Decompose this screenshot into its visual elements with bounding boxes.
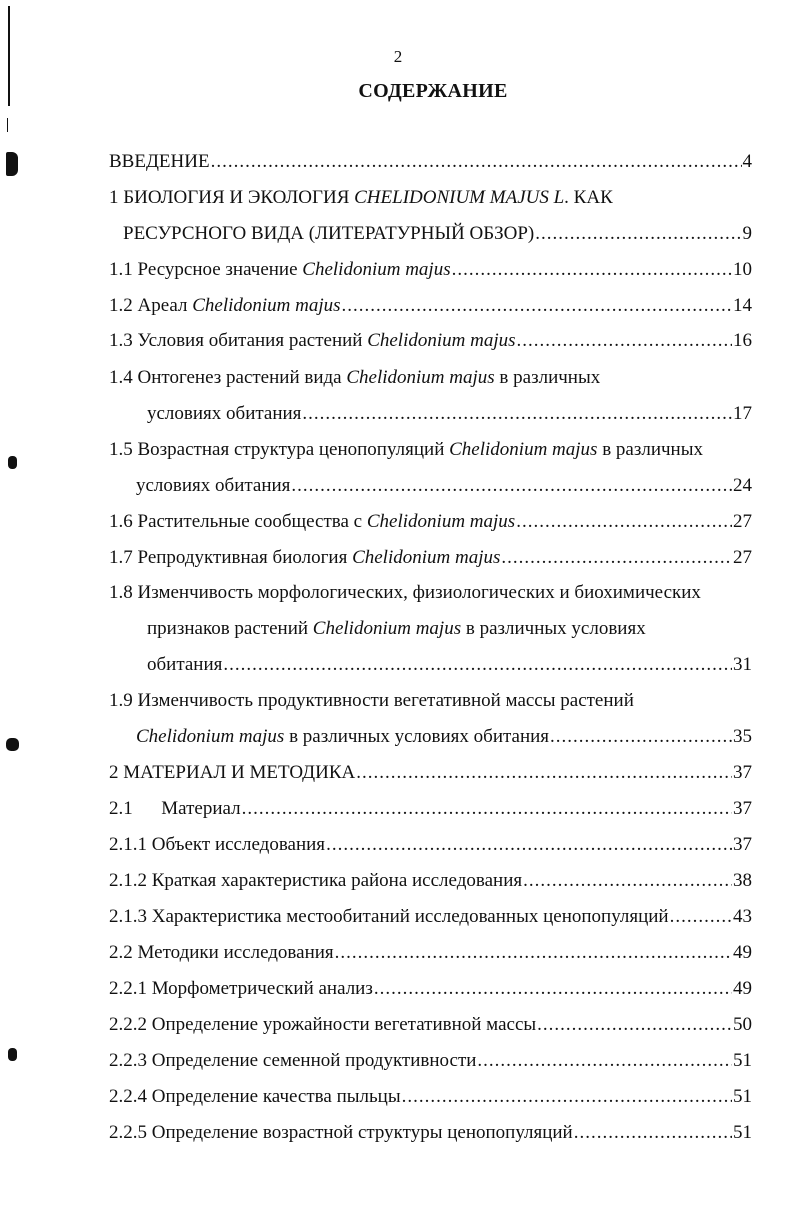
dot-leader: [211, 149, 742, 175]
toc-page-number: 51: [733, 1086, 752, 1107]
dot-leader: [523, 868, 732, 894]
toc-page-number: 51: [733, 1122, 752, 1143]
scan-binding-mark: [8, 456, 17, 469]
toc-entry[interactable]: [109, 796, 752, 822]
page-title: СОДЕРЖАНИЕ: [358, 80, 508, 102]
toc-entry[interactable]: [136, 473, 752, 499]
toc-entry[interactable]: [109, 509, 752, 535]
toc-page-number: 37: [733, 798, 752, 819]
toc-entry[interactable]: [136, 724, 752, 750]
toc-entry[interactable]: [109, 940, 752, 966]
scan-binding-mark: [6, 152, 18, 176]
toc-entry-title: 1.7 Репродуктивная биология Chelidonium majus: [109, 547, 501, 568]
dot-leader: [535, 221, 741, 247]
toc-entry[interactable]: [109, 149, 752, 175]
toc-entry-title: 1.2 Ареал Chelidonium majus: [109, 295, 341, 316]
page-number: 2: [393, 47, 403, 66]
toc-entry-title: ВВЕДЕНИЕ: [109, 151, 210, 172]
toc-entry-title: обитания: [147, 654, 223, 675]
toc-entry-title: 2.2 Методики исследования: [109, 942, 334, 963]
toc-entry-title: 1.6 Растительные сообщества с Chelidonium majus: [109, 511, 516, 532]
toc-entry-title: 1.1 Ресурсное значение Chelidonium majus: [109, 259, 451, 280]
toc-entry[interactable]: [123, 221, 752, 247]
toc-page-number: 49: [733, 978, 752, 999]
toc-page-number: 31: [733, 654, 752, 675]
toc-page-number: 38: [733, 870, 752, 891]
dot-leader: [477, 1048, 732, 1074]
dot-leader: [574, 1120, 732, 1146]
toc-page-number: 10: [733, 259, 752, 280]
toc-entry[interactable]: [109, 365, 600, 391]
toc-entry[interactable]: [109, 257, 752, 283]
scan-edge-line: [8, 6, 10, 106]
toc-entry-title: 1 БИОЛОГИЯ И ЭКОЛОГИЯ CHELIDONIUM MAJUS L. КАК: [109, 187, 613, 208]
toc-entry[interactable]: [109, 1012, 752, 1038]
toc-page-number: 9: [742, 223, 752, 244]
toc-entry-title: 2.1 Материал: [109, 798, 241, 819]
toc-entry-title: Chelidonium majus в различных условиях обитания: [136, 726, 550, 747]
dot-leader: [517, 328, 732, 354]
toc-page-number: 43: [733, 906, 752, 927]
toc-page-number: 35: [733, 726, 752, 747]
toc-entry-title: 2.2.1 Морфометрический анализ: [109, 978, 373, 999]
scan-binding-mark: [8, 1048, 17, 1061]
toc-entry[interactable]: [109, 1120, 752, 1146]
toc-entry-title: 2.1.1 Объект исследования: [109, 834, 326, 855]
toc-page-number: 50: [733, 1014, 752, 1035]
toc-entry[interactable]: [109, 868, 752, 894]
dot-leader: [550, 724, 732, 750]
toc-page-number: 37: [733, 762, 752, 783]
toc-page-number: 49: [733, 942, 752, 963]
toc-entry[interactable]: [109, 1084, 752, 1110]
toc-entry-title: 1.3 Условия обитания растений Chelidonium majus: [109, 330, 516, 351]
toc-entry-title: 1.5 Возрастная структура ценопопуляций Chelidonium majus в различных: [109, 439, 703, 460]
toc-entry-title: условиях обитания: [136, 475, 291, 496]
toc-entry-title: 2.2.4 Определение качества пыльцы: [109, 1086, 401, 1107]
toc-entry[interactable]: [109, 545, 752, 571]
toc-entry[interactable]: [109, 904, 752, 930]
toc-entry[interactable]: [109, 185, 613, 211]
toc-entry-title: 2.2.5 Определение возрастной структуры ценопопуляций: [109, 1122, 573, 1143]
toc-entry-title: 2.2.3 Определение семенной продуктивности: [109, 1050, 477, 1071]
dot-leader: [374, 976, 732, 1002]
toc-entry-title: 2 МАТЕРИАЛ И МЕТОДИКА: [109, 762, 356, 783]
toc-page-number: 24: [733, 475, 752, 496]
toc-page-number: 51: [733, 1050, 752, 1071]
toc-entry[interactable]: [147, 616, 646, 642]
toc-entry[interactable]: [109, 760, 752, 786]
toc-entry[interactable]: [147, 401, 752, 427]
toc-entry[interactable]: [109, 580, 701, 606]
toc-page-number: 27: [733, 511, 752, 532]
toc-entry[interactable]: [109, 293, 752, 319]
scan-binding-mark: [6, 738, 19, 751]
toc-page-number: 37: [733, 834, 752, 855]
toc-page-number: 14: [733, 295, 752, 316]
dot-leader: [342, 293, 732, 319]
toc-entry-title: 2.1.2 Краткая характеристика района исследования: [109, 870, 523, 891]
toc-entry[interactable]: [109, 832, 752, 858]
toc-entry-title: 1.8 Изменчивость морфологических, физиологических и биохимических: [109, 582, 701, 603]
dot-leader: [670, 904, 732, 930]
toc-entry[interactable]: [147, 652, 752, 678]
dot-leader: [335, 940, 732, 966]
toc-entry-title: 2.2.2 Определение урожайности вегетативной массы: [109, 1014, 537, 1035]
dot-leader: [291, 473, 732, 499]
toc-entry[interactable]: [109, 328, 752, 354]
dot-leader: [302, 401, 732, 427]
dot-leader: [452, 257, 732, 283]
toc-entry-title: 1.9 Изменчивость продуктивности вегетативной массы растений: [109, 690, 634, 711]
toc-entry-title: РЕСУРСНОГО ВИДА (ЛИТЕРАТУРНЫЙ ОБЗОР): [123, 223, 535, 244]
dot-leader: [223, 652, 732, 678]
dot-leader: [501, 545, 732, 571]
toc-entry[interactable]: [109, 1048, 752, 1074]
dot-leader: [402, 1084, 732, 1110]
toc-page-number: 16: [733, 330, 752, 351]
dot-leader: [356, 760, 732, 786]
toc-entry[interactable]: [109, 688, 634, 714]
toc-entry-title: признаков растений Chelidonium majus в различных условиях: [147, 618, 646, 639]
toc-entry[interactable]: [109, 437, 703, 463]
toc-page-number: 4: [742, 151, 752, 172]
dot-leader: [242, 796, 732, 822]
toc-entry-title: 2.1.3 Характеристика местообитаний исследованных ценопопуляций: [109, 906, 669, 927]
toc-entry-title: 1.4 Онтогенез растений вида Chelidonium majus в различных: [109, 367, 601, 388]
toc-entry[interactable]: [109, 976, 752, 1002]
dot-leader: [326, 832, 732, 858]
dot-leader: [516, 509, 732, 535]
dot-leader: [537, 1012, 732, 1038]
scan-edge-line: [7, 118, 8, 132]
toc-page-number: 27: [733, 547, 752, 568]
toc-entry-title: условиях обитания: [147, 403, 302, 424]
toc-page-number: 17: [733, 403, 752, 424]
